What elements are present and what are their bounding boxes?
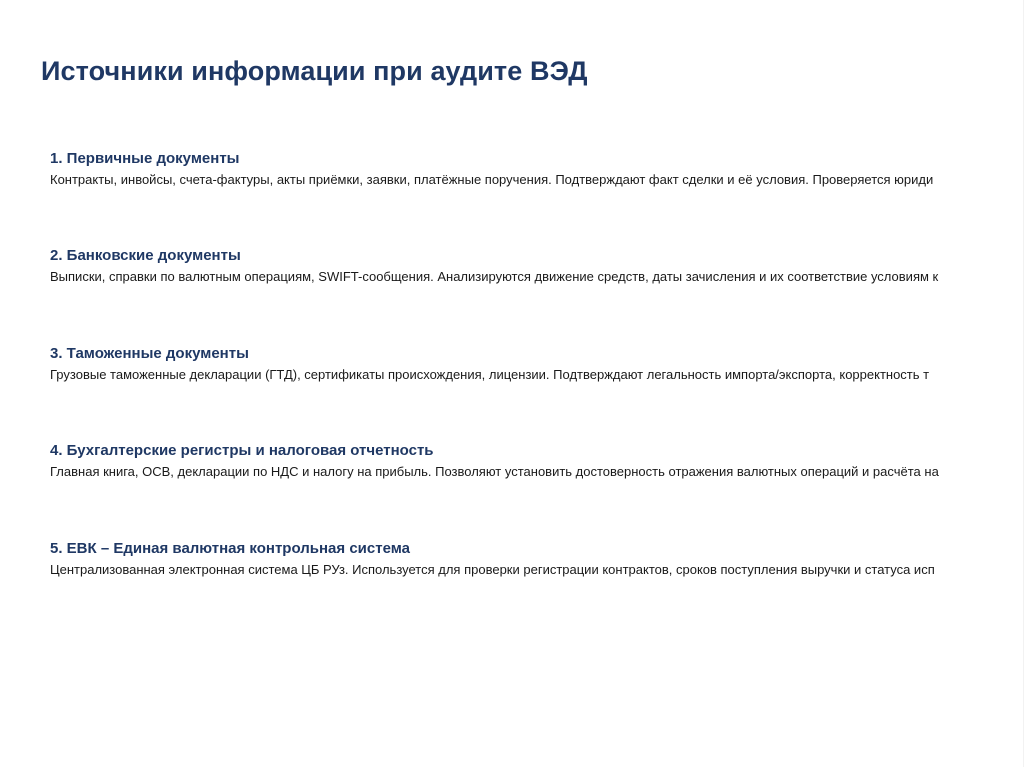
item-description: Главная книга, ОСВ, декларации по НДС и налогу на прибыль. Позволяют установить достоверность отражения валютных операций и расчёта на [50, 464, 939, 479]
item-heading: 3. Таможенные документы [50, 345, 249, 362]
source-item-evk-system [50, 540, 1024, 578]
item-heading: 2. Банковские документы [50, 247, 241, 264]
source-item-bank-documents [50, 247, 1024, 285]
source-item-customs-documents [50, 345, 1024, 383]
source-item-primary-documents [50, 150, 1024, 188]
item-description: Выписки, справки по валютным операциям, SWIFT-сообщения. Анализируются движение средств, даты зачисления и их соответствие условиям к [50, 269, 939, 284]
item-description: Грузовые таможенные декларации (ГТД), сертификаты происхождения, лицензии. Подтверждают легальность импорта/экспорта, корректность т [50, 367, 930, 382]
item-heading: 5. ЕВК – Единая валютная контрольная система [50, 540, 410, 557]
item-heading: 4. Бухгалтерские регистры и налоговая отчетность [50, 442, 434, 459]
slide-title: Источники информации при аудите ВЭД [41, 56, 588, 86]
item-heading: 1. Первичные документы [50, 150, 240, 167]
item-description: Централизованная электронная система ЦБ РУз. Используется для проверки регистрации контрактов, сроков поступления выручки и статуса исп [50, 562, 935, 577]
source-item-accounting-registers [50, 442, 1024, 480]
item-description: Контракты, инвойсы, счета-фактуры, акты приёмки, заявки, платёжные поручения. Подтверждают факт сделки и её условия. Проверяется юриди [50, 172, 934, 187]
